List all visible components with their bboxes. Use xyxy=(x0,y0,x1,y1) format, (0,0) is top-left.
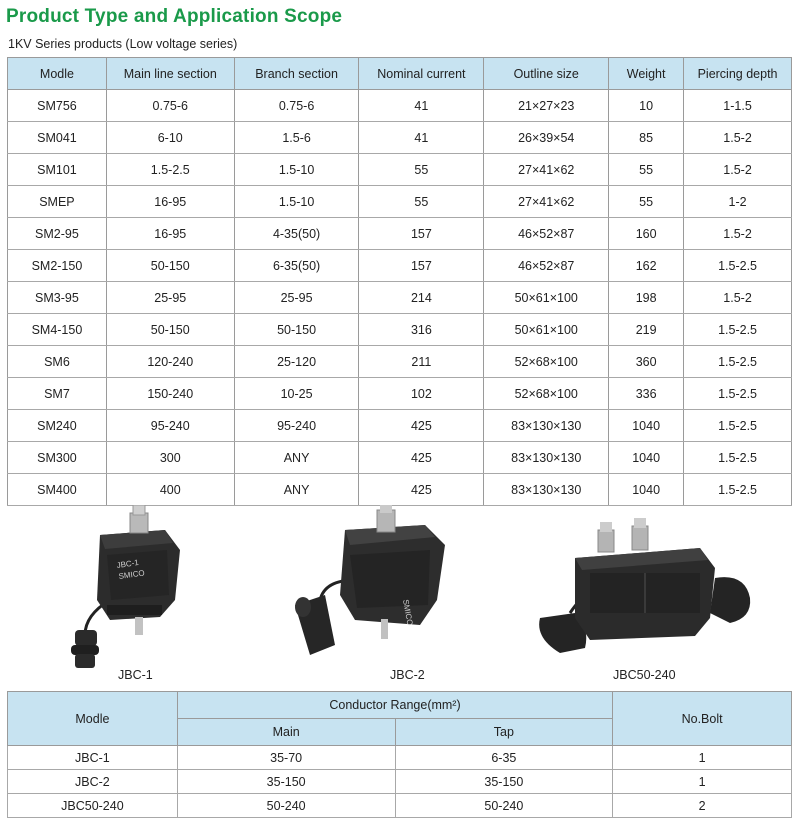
table-cell: 25-95 xyxy=(106,282,234,314)
table-cell: 1.5-10 xyxy=(234,154,359,186)
table-cell: 50×61×100 xyxy=(484,282,609,314)
table-cell: 46×52×87 xyxy=(484,218,609,250)
page-subtitle: 1KV Series products (Low voltage series) xyxy=(8,37,238,51)
connector-brand-text: SMICO xyxy=(401,598,415,627)
table-cell: JBC50-240 xyxy=(8,794,178,818)
table-row xyxy=(8,218,792,250)
table-cell: 50-240 xyxy=(177,794,395,818)
table-cell: 1.5-2.5 xyxy=(684,442,792,474)
table-cell: 162 xyxy=(609,250,684,282)
connector-body-text: JBC-1 xyxy=(116,557,140,570)
table-cell: 50-240 xyxy=(395,794,613,818)
conductor-range-table xyxy=(7,691,792,818)
table-cell: 425 xyxy=(359,442,484,474)
table-row xyxy=(8,90,792,122)
table-cell: 52×68×100 xyxy=(484,346,609,378)
table-cell: 150-240 xyxy=(106,378,234,410)
table-cell: 214 xyxy=(359,282,484,314)
column-header: Modle xyxy=(8,58,107,90)
table-header-row xyxy=(8,58,792,90)
table-cell: 2 xyxy=(613,794,792,818)
table-cell: 50-150 xyxy=(106,250,234,282)
table-cell: SM756 xyxy=(8,90,107,122)
table-cell: 1-2 xyxy=(684,186,792,218)
table-cell: 1.5-6 xyxy=(234,122,359,154)
table-cell: SM3-95 xyxy=(8,282,107,314)
table-cell: 102 xyxy=(359,378,484,410)
table-cell: 360 xyxy=(609,346,684,378)
table-cell: 1.5-2 xyxy=(684,282,792,314)
table-cell: JBC-2 xyxy=(8,770,178,794)
table-cell: 95-240 xyxy=(234,410,359,442)
product-label-jbc-1: JBC-1 xyxy=(118,668,153,682)
table-cell: 1.5-2.5 xyxy=(684,346,792,378)
table-cell: 50-150 xyxy=(106,314,234,346)
table-cell: 83×130×130 xyxy=(484,442,609,474)
table-row xyxy=(8,122,792,154)
table-row xyxy=(8,746,792,770)
table-cell: 1.5-2.5 xyxy=(684,474,792,506)
table-cell: 25-120 xyxy=(234,346,359,378)
table-cell: 27×41×62 xyxy=(484,186,609,218)
table-cell: 50×61×100 xyxy=(484,314,609,346)
table-cell: JBC-1 xyxy=(8,746,178,770)
table-cell: 1.5-2 xyxy=(684,154,792,186)
table-cell: SM101 xyxy=(8,154,107,186)
table-cell: 1040 xyxy=(609,410,684,442)
column-header: Nominal current xyxy=(359,58,484,90)
table-cell: 157 xyxy=(359,218,484,250)
table-row xyxy=(8,442,792,474)
product-spec-table xyxy=(7,57,792,506)
table-cell: SM2-95 xyxy=(8,218,107,250)
table-cell: 50-150 xyxy=(234,314,359,346)
table-cell: 55 xyxy=(609,154,684,186)
table-cell: 55 xyxy=(609,186,684,218)
table-cell: 425 xyxy=(359,474,484,506)
table-cell: SMEP xyxy=(8,186,107,218)
table-cell: 211 xyxy=(359,346,484,378)
table-cell: 10-25 xyxy=(234,378,359,410)
table-row xyxy=(8,282,792,314)
table-cell: 6-35 xyxy=(395,746,613,770)
table-cell: 1.5-2.5 xyxy=(684,250,792,282)
table-cell: 0.75-6 xyxy=(106,90,234,122)
page-title: Product Type and Application Scope xyxy=(6,6,343,27)
table-cell: 425 xyxy=(359,410,484,442)
table-cell: 1.5-2 xyxy=(684,122,792,154)
table-cell: 85 xyxy=(609,122,684,154)
table-cell: SM7 xyxy=(8,378,107,410)
table-cell: ANY xyxy=(234,442,359,474)
table-cell: 198 xyxy=(609,282,684,314)
table-cell: 95-240 xyxy=(106,410,234,442)
table-cell: 1 xyxy=(613,746,792,770)
column-header: Branch section xyxy=(234,58,359,90)
table-cell: 55 xyxy=(359,154,484,186)
table-cell: 41 xyxy=(359,122,484,154)
table-cell: 26×39×54 xyxy=(484,122,609,154)
table-cell: 16-95 xyxy=(106,218,234,250)
table-cell: 300 xyxy=(106,442,234,474)
table-cell: 4-35(50) xyxy=(234,218,359,250)
connector-brand-text: SMICO xyxy=(118,568,146,581)
table-cell: 157 xyxy=(359,250,484,282)
column-header: Outline size xyxy=(484,58,609,90)
product-label-jbc-2: JBC-2 xyxy=(390,668,425,682)
table-cell: 1.5-2.5 xyxy=(106,154,234,186)
table-row xyxy=(8,186,792,218)
table-row xyxy=(8,346,792,378)
table-cell: SM2-150 xyxy=(8,250,107,282)
table-row xyxy=(8,250,792,282)
table-cell: 1 xyxy=(613,770,792,794)
table-cell: 10 xyxy=(609,90,684,122)
table-cell: 1-1.5 xyxy=(684,90,792,122)
table-cell: SM4-150 xyxy=(8,314,107,346)
table-cell: SM6 xyxy=(8,346,107,378)
table-cell: 16-95 xyxy=(106,186,234,218)
table-cell: 1040 xyxy=(609,474,684,506)
table-row xyxy=(8,794,792,818)
table-cell: 52×68×100 xyxy=(484,378,609,410)
table-cell: 336 xyxy=(609,378,684,410)
column-header: Piercing depth xyxy=(684,58,792,90)
table-cell: 83×130×130 xyxy=(484,474,609,506)
table-cell: 6-10 xyxy=(106,122,234,154)
table-cell: 55 xyxy=(359,186,484,218)
column-header-tap: Tap xyxy=(395,719,613,746)
jbc-1-connector-image xyxy=(55,505,200,675)
table-cell: 316 xyxy=(359,314,484,346)
product-label-jbc50-240: JBC50-240 xyxy=(613,668,676,682)
table-row xyxy=(8,474,792,506)
table-cell: 46×52×87 xyxy=(484,250,609,282)
column-header: Main line section xyxy=(106,58,234,90)
table-cell: 0.75-6 xyxy=(234,90,359,122)
table-cell: 41 xyxy=(359,90,484,122)
table-cell: 1040 xyxy=(609,442,684,474)
column-header-conductor-range: Conductor Range(mm²) xyxy=(177,692,612,719)
table-cell: 1.5-2.5 xyxy=(684,378,792,410)
table-cell: 6-35(50) xyxy=(234,250,359,282)
table-cell: 1.5-2.5 xyxy=(684,314,792,346)
column-header: Weight xyxy=(609,58,684,90)
table-cell: 400 xyxy=(106,474,234,506)
table-cell: 1.5-2 xyxy=(684,218,792,250)
table-row xyxy=(8,314,792,346)
table-cell: 120-240 xyxy=(106,346,234,378)
jbc50-240-connector-image xyxy=(530,518,770,668)
column-header-no-bolt: No.Bolt xyxy=(613,692,792,746)
column-header-modle: Modle xyxy=(8,692,178,746)
table-cell: SM300 xyxy=(8,442,107,474)
table-cell: 21×27×23 xyxy=(484,90,609,122)
table-row xyxy=(8,378,792,410)
jbc-2-connector-image xyxy=(285,505,465,665)
table-cell: 1.5-10 xyxy=(234,186,359,218)
table-cell: SM041 xyxy=(8,122,107,154)
table-cell: SM240 xyxy=(8,410,107,442)
table-cell: SM400 xyxy=(8,474,107,506)
table-cell: 219 xyxy=(609,314,684,346)
table-cell: 160 xyxy=(609,218,684,250)
table-cell: 25-95 xyxy=(234,282,359,314)
table-cell: 1.5-2.5 xyxy=(684,410,792,442)
table-cell: 35-150 xyxy=(395,770,613,794)
table-row xyxy=(8,154,792,186)
table-cell: 83×130×130 xyxy=(484,410,609,442)
column-header-main: Main xyxy=(177,719,395,746)
table-cell: 35-150 xyxy=(177,770,395,794)
table-cell: 35-70 xyxy=(177,746,395,770)
table-row xyxy=(8,410,792,442)
table-cell: 27×41×62 xyxy=(484,154,609,186)
table-row xyxy=(8,770,792,794)
table-cell: ANY xyxy=(234,474,359,506)
